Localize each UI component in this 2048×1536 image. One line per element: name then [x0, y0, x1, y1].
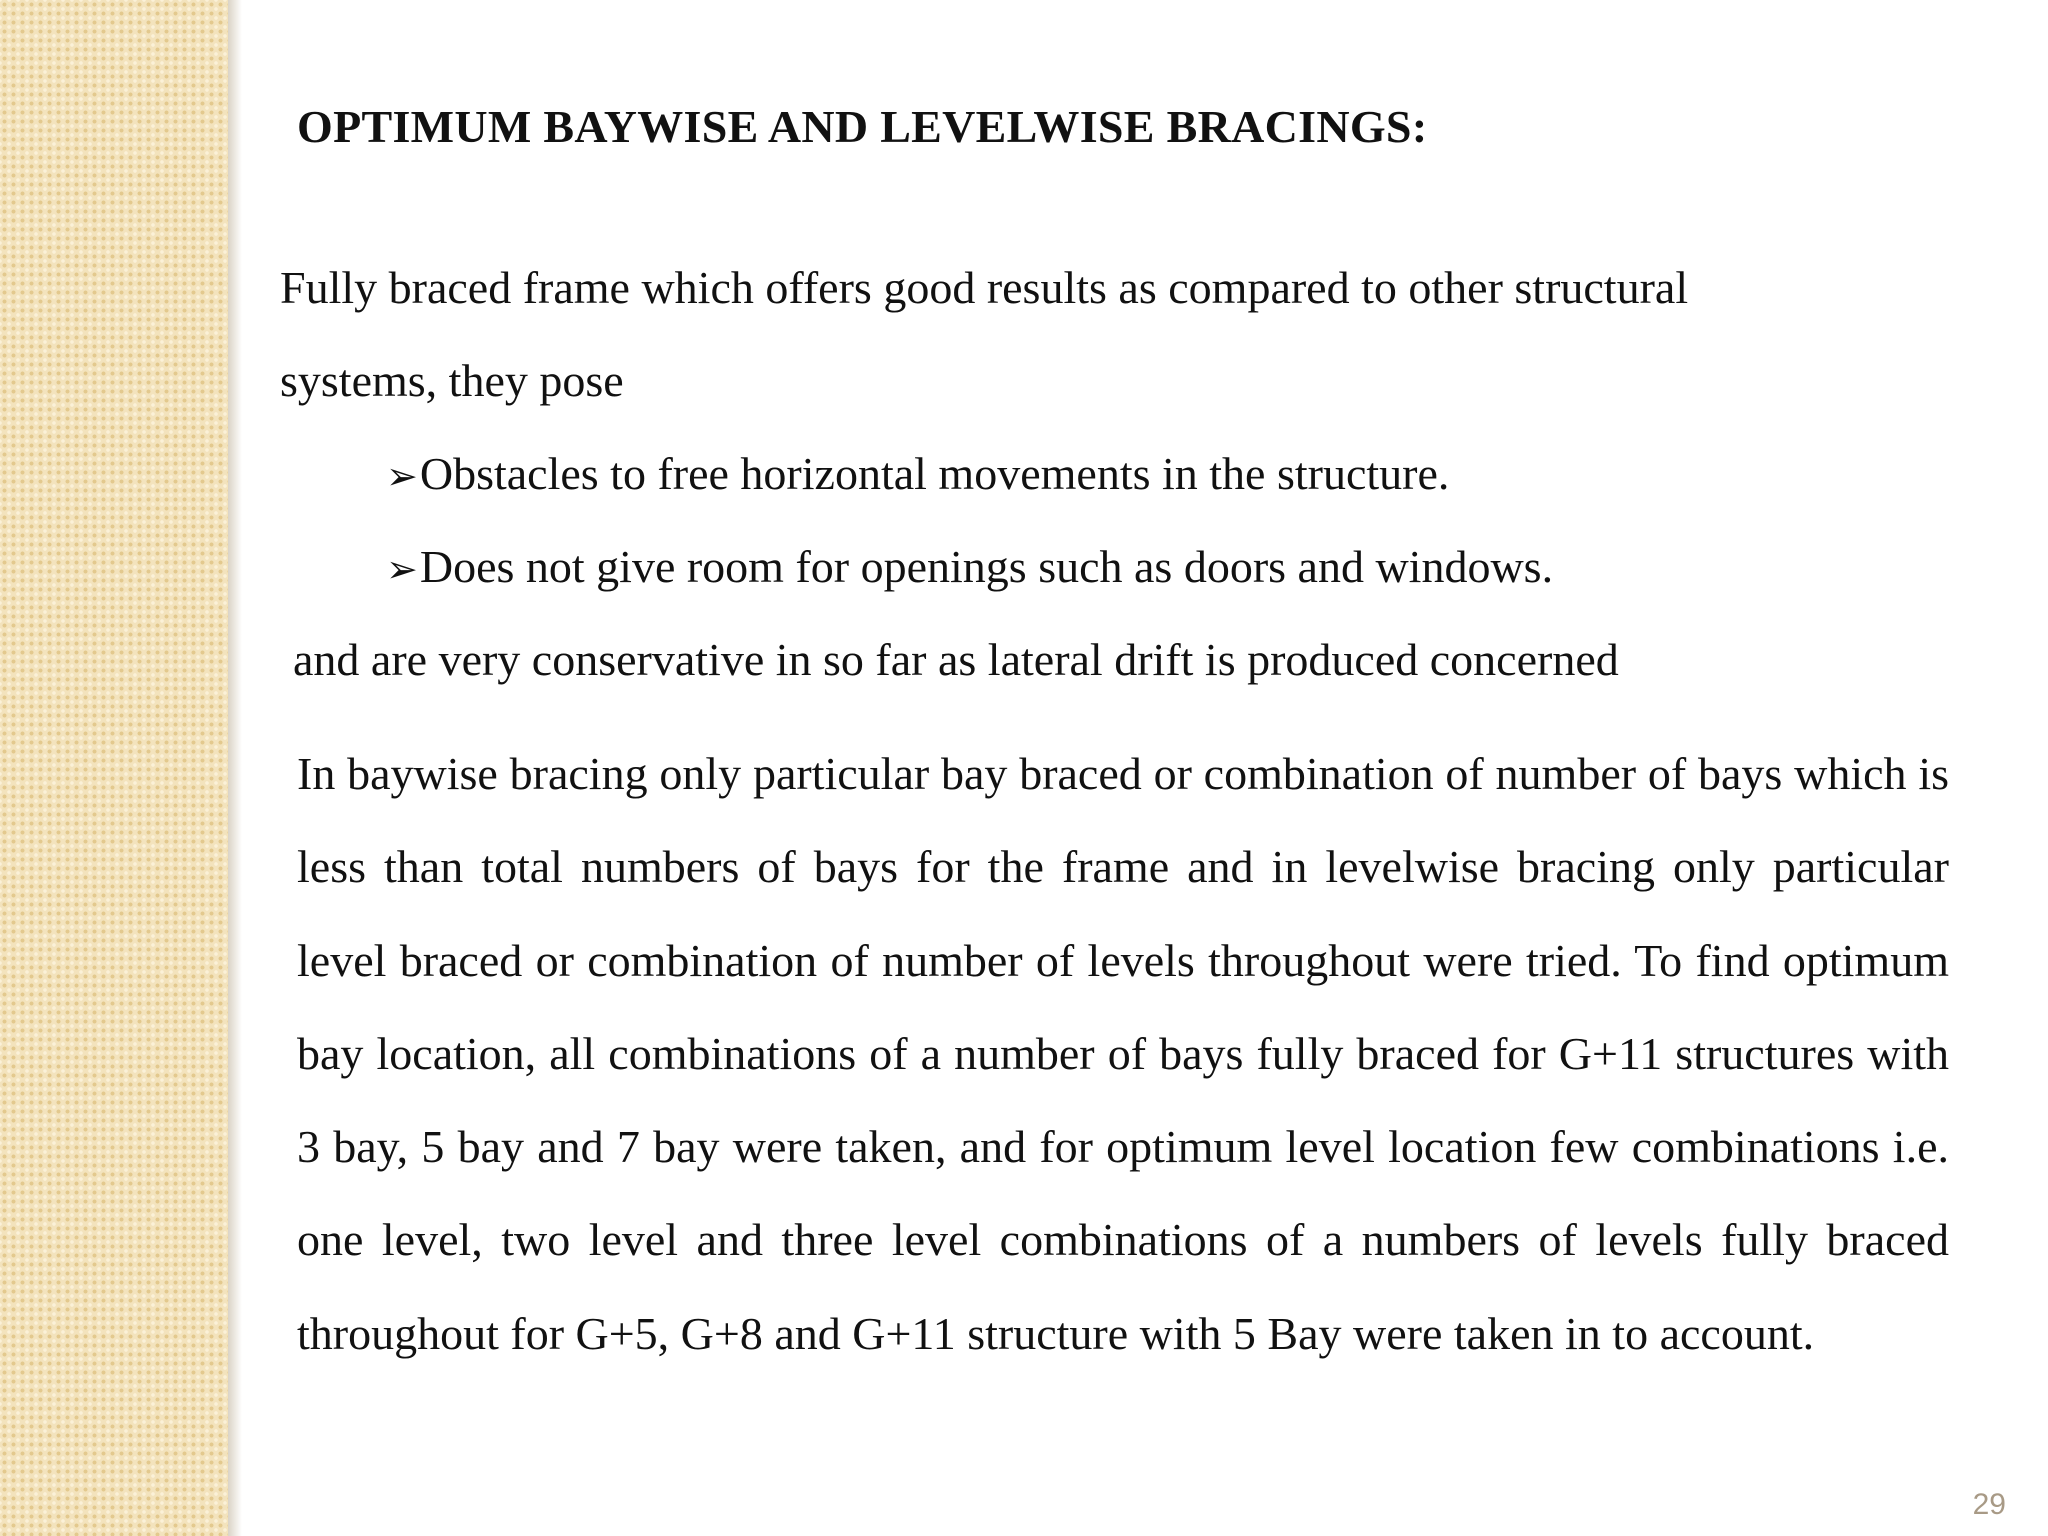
- sidebar-shadow: [228, 0, 242, 1536]
- intro-line-1: Fully braced frame which offers good results as compared to other structural: [280, 262, 1689, 313]
- intro-line-2: systems, they pose: [280, 355, 624, 406]
- closing-line: and are very conservative in so far as lateral drift is produced concerned: [293, 634, 1619, 685]
- arrow-bullet-icon: ➢: [386, 547, 418, 591]
- bullet-item-openings: [386, 541, 1554, 592]
- arrow-bullet-icon: ➢: [386, 454, 418, 498]
- decorative-sidebar: [0, 0, 228, 1536]
- body-paragraph: In baywise bracing only particular bay braced or combination of number of bays which is less than total numbers of bays for the frame and in levelwise bracing only particular level braced or combination of number of levels throughout were tried. To find optimum bay location, all combinations of a number of bays fully braced for G+11 structures with 3 bay, 5 bay and 7 bay were taken, and for optimum level location few combinations i.e. one level, two level and three level combinations of a numbers of levels fully braced throughout for G+5, G+8 and G+11 structure with 5 Bay were taken in to account.: [297, 748, 1949, 1359]
- bullet-text: Obstacles to free horizontal movements in the structure.: [419, 448, 1450, 499]
- bullet-item-obstacles: [386, 448, 1450, 499]
- bullet-text: Does not give room for openings such as doors and windows.: [419, 541, 1554, 592]
- page-number: 29: [1972, 1488, 2006, 1521]
- slide-title: OPTIMUM BAYWISE AND LEVELWISE BRACINGS:: [297, 101, 1428, 152]
